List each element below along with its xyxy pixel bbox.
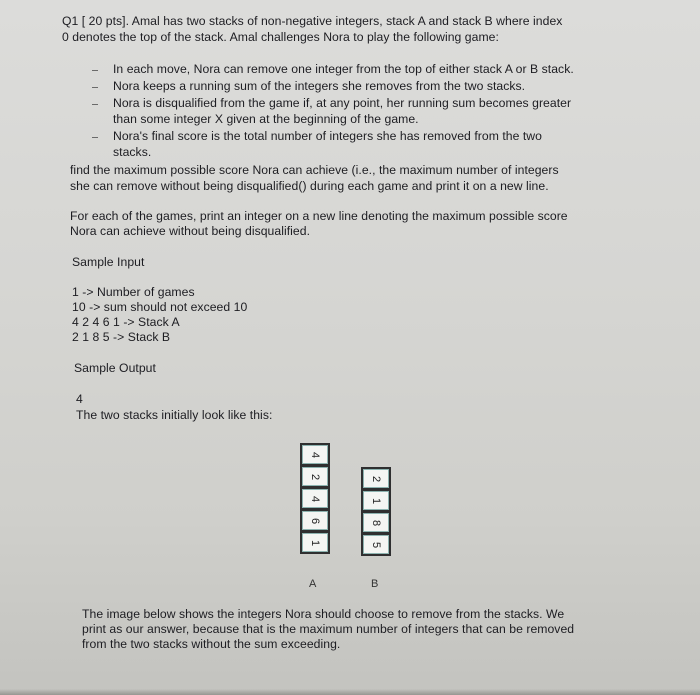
stacks-caption: The two stacks initially look like this:	[76, 408, 273, 422]
explanation-line-3: from the two stacks without the sum exceeding.	[82, 637, 341, 651]
explanation-line-1: The image below shows the integers Nora should choose to remove from the stacks. We	[82, 607, 565, 621]
stack-a-cell: 1	[302, 533, 328, 552]
stack-b-cell: 5	[363, 535, 389, 554]
sample-input-line: 4 2 4 6 1 -> Stack A	[72, 315, 180, 329]
sample-output-heading: Sample Output	[74, 361, 156, 375]
sample-output-value: 4	[76, 392, 83, 406]
rule-item: Nora keeps a running sum of the integers she removes from the two stacks.	[113, 79, 526, 93]
task-line-1: find the maximum possible score Nora can achieve (i.e., the maximum number of integers	[70, 163, 559, 177]
task-line-2: she can remove without being disqualified() during each game and print it on a new line.	[70, 179, 549, 193]
bullet-dash	[92, 104, 98, 105]
bullet-dash	[92, 70, 98, 71]
rule-item: In each move, Nora can remove one integer from the top of either stack A or B stack.	[113, 62, 574, 76]
rule-item: Nora is disqualified from the game if, at any point, her running sum becomes greater	[113, 96, 572, 110]
sample-input-line: 1 -> Number of games	[72, 285, 195, 299]
rule-item-cont: than some integer X given at the beginning of the game.	[113, 112, 419, 126]
stack-a-cell: 6	[302, 511, 328, 530]
stack-b-cell: 8	[363, 513, 389, 532]
bullet-dash	[92, 87, 98, 88]
output-desc-line-1: For each of the games, print an integer on a new line denoting the maximum possible score	[70, 209, 568, 223]
sample-input-line: 10 -> sum should not exceed 10	[72, 300, 248, 314]
output-desc-line-2: Nora can achieve without being disqualified.	[70, 224, 311, 238]
sample-input-heading: Sample Input	[72, 255, 145, 269]
stack-a-cell: 2	[302, 467, 328, 486]
rule-item: Nora's final score is the total number of integers she has removed from the two	[113, 129, 542, 143]
stack-a	[300, 443, 330, 554]
question-line-1: Q1 [ 20 pts]. Amal has two stacks of non-negative integers, stack A and stack B where index	[62, 14, 563, 28]
stack-a-cell: 4	[302, 489, 328, 508]
stack-b	[361, 467, 391, 556]
explanation-line-2: print as our answer, because that is the maximum number of integers that can be removed	[82, 622, 575, 636]
rule-item-cont: stacks.	[113, 145, 152, 159]
stack-b-cell: 1	[363, 491, 389, 510]
question-line-2: 0 denotes the top of the stack. Amal challenges Nora to play the following game:	[62, 30, 499, 44]
stack-b-label: B	[371, 578, 379, 590]
bullet-dash	[92, 137, 98, 138]
stack-b-cell: 2	[363, 469, 389, 488]
bottom-shadow	[0, 689, 700, 695]
stack-a-cell: 4	[302, 445, 328, 464]
sample-input-line: 2 1 8 5 -> Stack B	[72, 330, 171, 344]
stack-a-label: A	[309, 578, 317, 590]
